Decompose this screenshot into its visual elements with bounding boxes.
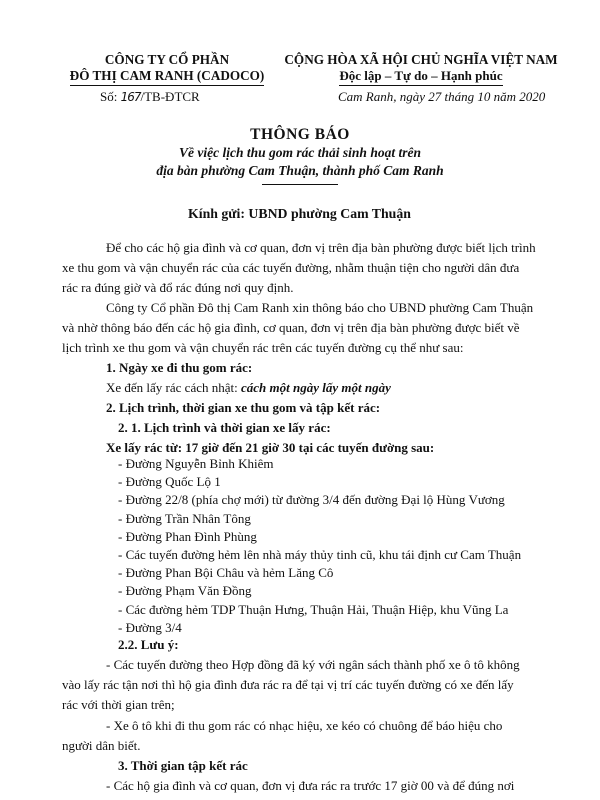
title-separator [262,184,338,185]
paragraph-line: lịch trình xe thu gom và vận chuyển rác trên các tuyến đường cụ thể như sau: [62,340,464,355]
paragraph-line: - Các hộ gia đình và cơ quan, đơn vị đưa rác ra trước 17 giờ 00 và để đúng nơi [106,778,515,793]
paragraph-line: xe thu gom và vận chuyển rác của các tuyến đường, nhằm thuận tiện cho người dân đưa [62,260,520,275]
emphasis-text: cách một ngày lấy một ngày [240,380,391,395]
collection-time: Xe lấy rác từ: 17 giờ đến 21 giờ 30 tại các tuyến đường sau: [106,440,435,455]
paragraph-line: và nhờ thông báo đến các hộ gia đình, cơ quan, đơn vị trên địa bàn phường được biết về [62,320,520,335]
section-heading-2-1: 2. 1. Lịch trình và thời gian xe lấy rác: [118,420,331,435]
org-name-line2: ĐÔ THỊ CAM RANH (CADOCO) [70,68,265,86]
document-title: THÔNG BÁO [250,126,350,143]
org-name-line1: CÔNG TY CỔ PHẦN [104,52,230,67]
route-item: - Đường Phạm Văn Đồng [118,583,252,599]
section-1-text: Xe đến lấy rác cách nhật: cách một ngày lấy một ngày [106,380,391,395]
national-header [276,52,566,86]
route-item: - Đường Phan Đình Phùng [118,528,257,544]
paragraph-line: rác ra đúng giờ và đổ rác đúng nơi quy định. [62,280,294,295]
recipient-line: Kính gửi: UBND phường Cam Thuận [188,206,411,221]
paragraph-line: Để cho các hộ gia đình và cơ quan, đơn vị trên địa bàn phường được biết lịch trình [106,240,536,255]
paragraph-line: - Xe ô tô khi đi thu gom rác có nhạc hiệu, xe kéo có chuông để báo hiệu cho [106,718,503,733]
paragraph-line: Công ty Cổ phần Đô thị Cam Ranh xin thông báo cho UBND phường Cam Thuận [106,300,534,315]
document-subtitle-line2: địa bàn phường Cam Thuận, thành phố Cam Ranh [156,163,444,178]
route-item: - Đường Trần Nhân Tông [118,510,251,526]
section-heading-1: 1. Ngày xe đi thu gom rác: [106,360,253,375]
document-date: Cam Ranh, ngày 27 tháng 10 năm 2020 [338,89,546,104]
section-heading-3: 3. Thời gian tập kết rác [118,758,248,773]
paragraph-line: - Các tuyến đường theo Hợp đồng đã ký với ngân sách thành phố xe ô tô không [106,657,520,672]
route-item: - Các tuyến đường hẻm lên nhà máy thủy tinh cũ, khu tái định cư Cam Thuận [118,547,522,562]
paragraph-line: người dân biết. [62,738,141,753]
route-item: - Đường 22/8 (phía chợ mới) từ đường 3/4 đến đường Đại lộ Hùng Vương [118,492,505,508]
route-item: - Đường Quốc Lộ 1 [118,474,221,490]
handwritten-number: 167 [120,90,141,104]
paragraph-line: rác với thời gian trên; [62,697,175,712]
route-item: - Đường 3/4 [118,619,182,635]
section-heading-2: 2. Lịch trình, thời gian xe thu gom và tập kết rác: [106,400,381,415]
nation-motto: Độc lập – Tự do – Hạnh phúc [339,68,502,86]
document-number: Số: 167/TB-ĐTCR [100,89,200,104]
nation-name: CỘNG HÒA XÃ HỘI CHỦ NGHĨA VIỆT NAM [284,52,558,67]
route-item: - Các đường hẻm TDP Thuận Hưng, Thuận Hải, Thuận Hiệp, khu Vũng La [118,601,509,617]
section-heading-2-2: 2.2. Lưu ý: [118,637,179,652]
paragraph-line: vào lấy rác tận nơi thì hộ gia đình đưa rác ra để tại vị trí các tuyến đường có xe đến lấy [62,677,514,692]
route-item: - Đường Nguyễn Bỉnh Khiêm [118,456,274,471]
document-subtitle-line1: Về việc lịch thu gom rác thải sinh hoạt trên [179,145,421,160]
organization-header [62,52,272,86]
route-item: - Đường Phan Bội Châu và hẻm Lăng Cô [118,565,334,581]
